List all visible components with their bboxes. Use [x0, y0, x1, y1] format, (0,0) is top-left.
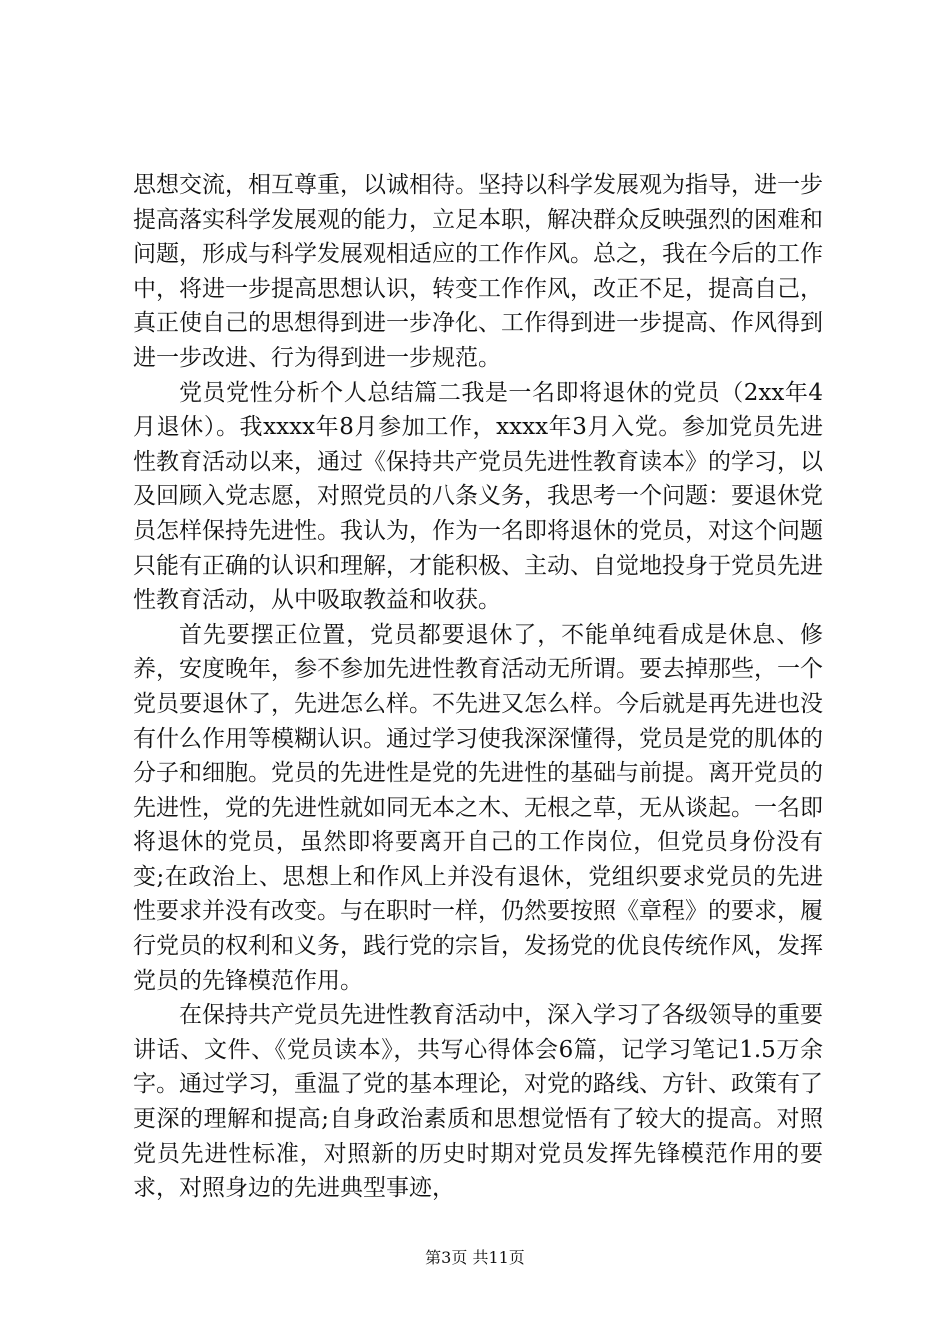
paragraph-position: 首先要摆正位置，党员都要退休了，不能单纯看成是休息、修养，安度晚年，参不参加先进性教育活动无所谓。要去掉那些，一个党员要退休了，先进怎么样。不先进又怎么样。今后就是再先进也没有什么作用等模糊认识。通过学习使我深深懂得，党员是党的肌体的分子和细胞。党员的先进性是党的先进性的基础与前提。离开党员的先进性，党的先进性就如同无本之木、无根之草，无从谈起。一名即将退休的党员，虽然即将要离开自己的工作岗位，但党员身份没有变;在政治上、思想上和作风上并没有退休，党组织要求党员的先进性要求并没有改变。与在职时一样，仍然要按照《章程》的要求，履行党员的权利和义务，践行党的宗旨，发扬党的优良传统作风，发挥党员的先锋模范作用。	[133, 621, 823, 994]
document-body	[133, 168, 823, 1206]
page-footer: 第3页 共11页	[425, 1248, 525, 1267]
paragraph-continuation: 思想交流，相互尊重，以诚相待。坚持以科学发展观为指导，进一步提高落实科学发展观的能力，立足本职，解决群众反映强烈的困难和问题，形成与科学发展观相适应的工作作风。总之，我在今后的工作中，将进一步提高思想认识，转变工作作风，改正不足，提高自己，真正使自己的思想得到进一步净化、工作得到进一步提高、作风得到进一步改进、行为得到进一步规范。	[133, 172, 823, 371]
paragraph-section-two: 党员党性分析个人总结篇二我是一名即将退休的党员（2xx年4月退休）。我xxxx年8月参加工作，xxxx年3月入党。参加党员先进性教育活动以来，通过《保持共产党员先进性教育读本》的学习，以及回顾入党志愿，对照党员的八条义务，我思考一个问题：要退休党员怎样保持先进性。我认为，作为一名即将退休的党员，对这个问题只能有正确的认识和理解，才能积极、主动、自觉地投身于党员先进性教育活动，从中吸取教益和收获。	[133, 379, 823, 614]
paragraph-study: 在保持共产党员先进性教育活动中，深入学习了各级领导的重要讲话、文件、《党员读本》，共写心得体会6篇，记学习笔记1.5万余字。通过学习，重温了党的基本理论，对党的路线、方针、政策有了更深的理解和提高;自身政治素质和思想觉悟有了较大的提高。对照党员先进性标准，对照新的历史时期对党员发挥先锋模范作用的要求，对照身边的先进典型事迹，	[133, 1002, 823, 1202]
